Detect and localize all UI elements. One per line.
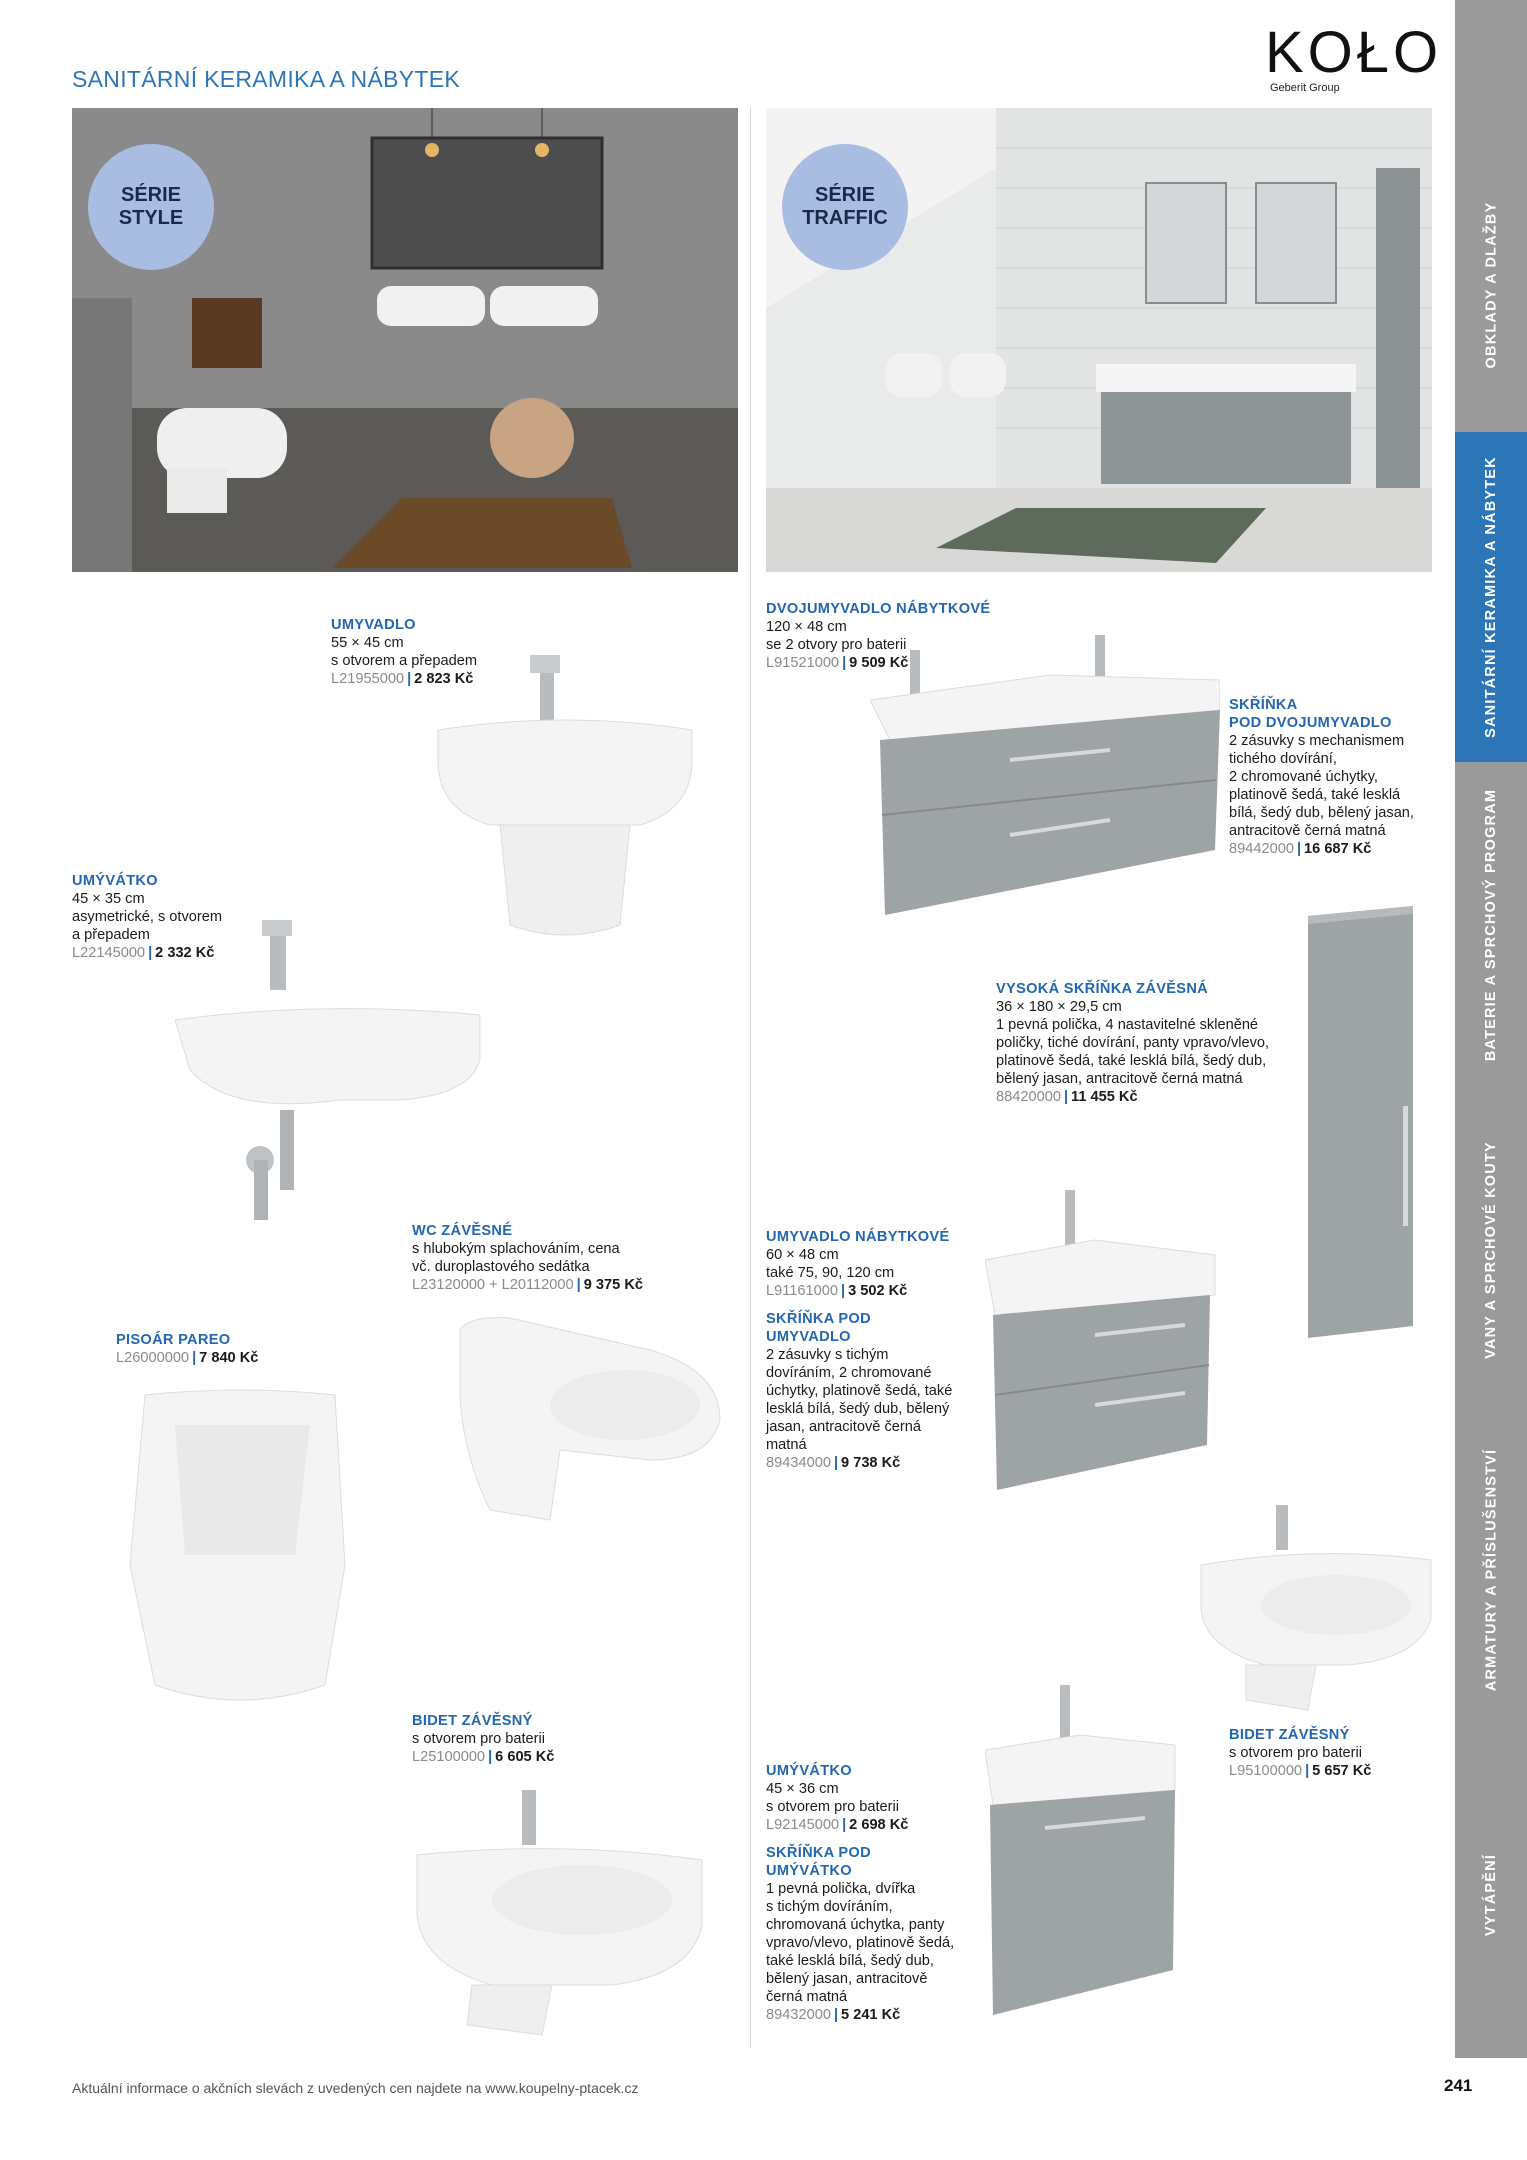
badge-line: SÉRIE (120, 184, 182, 206)
product-spec: s otvorem a přepadem (331, 653, 478, 669)
product-price: 2 698 Kč (849, 1817, 909, 1833)
brand-subtitle: Geberit Group (1270, 82, 1340, 94)
badge-line: STYLE (118, 207, 184, 229)
section-title: SANITÁRNÍ KERAMIKA A NÁBYTEK (72, 66, 461, 92)
product-code: L23120000 + L20112000 (412, 1277, 574, 1293)
product-spec: s otvorem pro baterii (412, 1731, 546, 1747)
product-spec: jasan, antracitově černá (766, 1419, 921, 1435)
product-dvojumyvadlo: DVOJUMYVADLO NÁBYTKOVÉ 120 × 48 cm se 2 otvory pro baterii L91521000 | 9 509 Kč (766, 601, 991, 671)
product-name: PISOÁR PAREO (116, 1332, 231, 1348)
product-price: 16 687 Kč (1304, 841, 1372, 857)
product-name: UMÝVÁTKO (72, 873, 158, 889)
product-spec: se 2 otvory pro baterii (766, 637, 907, 653)
product-name: POD DVOJUMYVADLO (1229, 715, 1392, 731)
product-price: 7 840 Kč (199, 1350, 259, 1366)
product-code: L22145000 (72, 945, 146, 961)
hand-basin-cabinet-illustration (985, 1680, 1185, 2020)
product-spec: 45 × 36 cm (766, 1781, 839, 1797)
product-pisoar: PISOÁR PAREO L26000000 | 7 840 Kč (116, 1332, 259, 1366)
product-spec: 45 × 35 cm (72, 891, 145, 907)
tab-baterie-sprchovy-program[interactable]: BATERIE A SPRCHOVÝ PROGRAM (1483, 788, 1500, 1062)
product-spec: 60 × 48 cm (766, 1247, 839, 1263)
product-price: 9 509 Kč (849, 655, 909, 671)
product-spec: 36 × 180 × 29,5 cm (996, 999, 1122, 1015)
product-spec: 120 × 48 cm (766, 619, 847, 635)
product-spec: 2 zásuvky s tichým (766, 1347, 889, 1363)
product-code: 89442000 (1229, 841, 1294, 857)
product-spec: 1 pevná polička, dvířka (766, 1881, 916, 1897)
product-price: 2 823 Kč (414, 671, 474, 687)
product-price: 5 241 Kč (841, 2007, 901, 2023)
product-vysoka-skrinka: VYSOKÁ SKŘÍŇKA ZÁVĚSNÁ 36 × 180 × 29,5 cm 1 pevná polička, 4 nastavitelné skleněné poličky, tiché dovírání, panty vpravo/vlevo, platinově šedá, také lesklá bílá, šedý dub, bělený jasan, antracitově černá matná 88420000 | 11 455 Kč (996, 981, 1270, 1105)
product-name: UMÝVÁTKO (766, 1763, 852, 1779)
product-price: 11 455 Kč (1071, 1089, 1138, 1105)
tab-armatury-prislusenstvi[interactable]: ARMATURY A PŘÍSLUŠENSTVÍ (1483, 1448, 1499, 1692)
washbasin-illustration (430, 650, 700, 950)
product-code: L26000000 (116, 1350, 190, 1366)
product-wc: WC ZÁVĚSNÉ s hlubokým splachováním, cena vč. duroplastového sedátka L23120000 + L20112000 | 9 375 Kč (412, 1223, 643, 1293)
product-spec: také lesklá bílá, šedý dub, (766, 1953, 934, 1969)
product-name: DVOJUMYVADLO NÁBYTKOVÉ (766, 601, 991, 617)
product-spec: bílá, šedý dub, bělený jasan, (1229, 805, 1414, 821)
product-price: 9 738 Kč (841, 1455, 901, 1471)
bidet-illustration (412, 1785, 712, 2045)
hand-basin-illustration (170, 920, 490, 1230)
product-spec: tichého dovírání, (1229, 751, 1337, 767)
product-name: UMYVADLO NÁBYTKOVÉ (766, 1229, 950, 1245)
product-spec: platinově šedá, také lesklá bílá, šedý dub, (996, 1053, 1267, 1069)
product-spec: černá matná (766, 1989, 848, 2005)
product-spec: s hlubokým splachováním, cena (412, 1241, 620, 1257)
product-spec: bělený jasan, antracitově černá matná (996, 1071, 1243, 1087)
tab-vytapeni[interactable]: VYTÁPĚNÍ (1483, 1853, 1499, 1937)
product-name: BIDET ZÁVĚSNÝ (1229, 1727, 1350, 1743)
product-spec: matná (766, 1437, 807, 1453)
product-spec: 1 pevná polička, 4 nastavitelné skleněné (996, 1017, 1259, 1033)
product-spec: bělený jasan, antracitově (766, 1971, 928, 1987)
tab-vany-sprchove-kouty[interactable]: VANY A SPRCHOVÉ KOUTY (1483, 1141, 1500, 1359)
product-spec: úchytky, platinově šedá, také (766, 1383, 953, 1399)
badge-line: SÉRIE (814, 184, 876, 206)
product-code: L25100000 (412, 1749, 486, 1765)
badge-line: TRAFFIC (802, 207, 888, 229)
wc-illustration (450, 1310, 730, 1530)
product-spec: antracitově černá matná (1229, 823, 1386, 839)
product-spec: 55 × 45 cm (331, 635, 404, 651)
product-spec: také 75, 90, 120 cm (766, 1265, 895, 1281)
product-spec: poličky, tiché dovírání, panty vpravo/vlevo, (996, 1035, 1270, 1051)
double-washbasin-cabinet-illustration (870, 630, 1220, 920)
series-badge-style (88, 144, 214, 270)
brand-logo: KOŁO (1265, 20, 1443, 85)
tall-cabinet-illustration (1303, 906, 1419, 1338)
product-spec: vč. duroplastového sedátka (412, 1259, 590, 1275)
product-spec: 2 chromované úchytky, (1229, 769, 1378, 785)
product-name: WC ZÁVĚSNÉ (412, 1223, 513, 1239)
product-price: 9 375 Kč (583, 1277, 643, 1293)
product-code: 88420000 (996, 1089, 1061, 1105)
urinal-illustration (125, 1385, 355, 1715)
product-name: BIDET ZÁVĚSNÝ (412, 1713, 533, 1729)
product-spec: platinově šedá, také lesklá (1229, 787, 1401, 803)
product-spec: s otvorem pro baterii (766, 1799, 900, 1815)
product-umyvadlo-nabytkove: UMYVADLO NÁBYTKOVÉ 60 × 48 cm také 75, 90, 120 cm L91161000 | 3 502 Kč SKŘÍŇKA POD UMYVADLO 2 zásuvky s tichým dovíráním, 2 chromované úchytky, platinově šedá, také lesklá bílá, šedý dub, bělený jasan, antracitově černá matná 89434000 | 9 738 Kč (766, 1229, 953, 1471)
footer-note: Aktuální informace o akčních slevách z uvedených cen najdete na www.koupelny-ptacek.cz (72, 2080, 639, 2096)
product-spec: dovíráním, 2 chromované (766, 1365, 932, 1381)
column-divider (750, 108, 751, 2048)
product-spec: lesklá bílá, šedý dub, bělený (766, 1401, 950, 1417)
product-name: SKŘÍŇKA (1229, 697, 1298, 713)
product-price: 2 332 Kč (155, 945, 215, 961)
product-code: 89434000 (766, 1455, 831, 1471)
product-name: UMYVADLO (766, 1329, 851, 1345)
product-code: L91521000 (766, 655, 840, 671)
series-badge-traffic (782, 144, 908, 270)
product-umyvatko: UMÝVÁTKO 45 × 35 cm asymetrické, s otvorem a přepadem L22145000 | 2 332 Kč (72, 873, 223, 961)
product-bidet: BIDET ZÁVĚSNÝ s otvorem pro baterii L25100000 | 6 605 Kč (412, 1713, 555, 1765)
product-name: SKŘÍŇKA POD (766, 1311, 871, 1327)
category-sidebar (1455, 0, 1527, 2058)
product-spec: asymetrické, s otvorem (72, 909, 223, 925)
product-price: 5 657 Kč (1312, 1763, 1372, 1779)
tab-obklady-dlazby[interactable]: OBKLADY A DLAŽBY (1483, 201, 1500, 369)
product-name: SKŘÍŇKA POD (766, 1845, 871, 1861)
product-name: UMÝVÁTKO (766, 1863, 852, 1879)
product-spec: a přepadem (72, 927, 150, 943)
product-price: 3 502 Kč (848, 1283, 908, 1299)
product-price: 6 605 Kč (495, 1749, 555, 1765)
product-spec: s tichým dovíráním, (766, 1899, 893, 1915)
product-code: L92145000 (766, 1817, 840, 1833)
bidet-traffic-illustration (1196, 1500, 1436, 1720)
product-code: 89432000 (766, 2007, 831, 2023)
product-bidet-traffic: BIDET ZÁVĚSNÝ s otvorem pro baterii L95100000 | 5 657 Kč (1229, 1727, 1372, 1779)
product-spec: s otvorem pro baterii (1229, 1745, 1363, 1761)
product-spec: 2 zásuvky s mechanismem (1229, 733, 1405, 749)
washbasin-cabinet-illustration (985, 1185, 1225, 1495)
product-spec: chromovaná úchytka, panty (766, 1917, 945, 1933)
product-name: VYSOKÁ SKŘÍŇKA ZÁVĚSNÁ (996, 981, 1209, 997)
product-umyvadlo: UMYVADLO 55 × 45 cm s otvorem a přepadem L21955000 | 2 823 Kč (331, 617, 478, 687)
product-umyvatko-traffic: UMÝVÁTKO 45 × 36 cm s otvorem pro baterii L92145000 | 2 698 Kč SKŘÍŇKA POD UMÝVÁTKO 1 pevná polička, dvířka s tichým dovíráním, chromovaná úchytka, panty vpravo/vlevo, platinově šedá, také lesklá bílá, šedý dub, bělený jasan, antracitově černá matná 89432000 | 5 241 Kč (766, 1763, 955, 2023)
product-code: L95100000 (1229, 1763, 1303, 1779)
product-spec: vpravo/vlevo, platinově šedá, (766, 1935, 955, 1951)
product-code: L91161000 (766, 1283, 838, 1299)
page-number: 241 (1444, 2076, 1473, 2095)
product-name: UMYVADLO (331, 617, 416, 633)
product-skrinka-dvojumyvadlo: SKŘÍŇKA POD DVOJUMYVADLO 2 zásuvky s mechanismem tichého dovírání, 2 chromované úchytky, platinově šedá, také lesklá bílá, šedý dub, bělený jasan, antracitově černá matná 89442000 | 16 687 Kč (1229, 697, 1414, 857)
tab-sanitarni-keramika[interactable]: SANITÁRNÍ KERAMIKA A NÁBYTEK (1455, 432, 1527, 762)
product-code: L21955000 (331, 671, 405, 687)
